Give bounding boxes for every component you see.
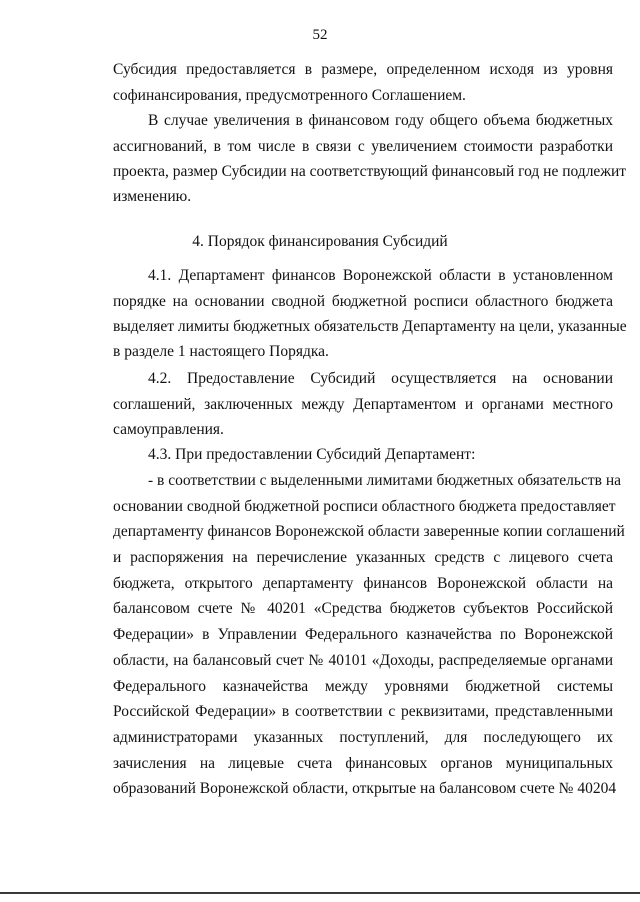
text-line-27: зачисления на лицевые счета финансовых органов муниципальных [113, 755, 613, 772]
text-line-1: Субсидия предоставляется в размере, определенном исходя из уровня [113, 61, 613, 78]
text-line-16: - в соответствии с выделенными лимитами бюджетных обязательств на [148, 472, 622, 489]
text-line-8: 4.1. Департамент финансов Воронежской области в установленном [148, 267, 613, 284]
text-line-28: образований Воронежской области, открытые на балансовом счете № 40204 [113, 780, 617, 797]
text-line-23: области, на балансовый счет № 40101 «Доходы, распределяемые органами [113, 652, 613, 669]
text-line-12: 4.2. Предоставление Субсидий осуществляется на основании [148, 370, 613, 387]
scan-bottom-edge [0, 892, 640, 894]
text-line-22: Федерации» в Управлении Федерального казначейства по Воронежской [113, 626, 613, 643]
text-line-13: соглашений, заключенных между Департаментом и органами местного [113, 396, 613, 413]
text-line-24: Федерального казначейства между уровнями бюджетной системы [113, 678, 613, 695]
text-line-14: самоуправления. [113, 421, 224, 438]
text-line-3: В случае увеличения в финансовом году общего объема бюджетных [148, 112, 613, 129]
text-line-25: Российской Федерации» в соответствии с реквизитами, представленными [113, 703, 613, 720]
text-line-20: бюджета, открытого департаменту финансов Воронежской области на [113, 575, 613, 592]
text-line-4: ассигнований, в том числе в связи с увеличением стоимости разработки [113, 138, 613, 155]
text-line-26: администраторами указанных поступлений, для последующего их [113, 729, 613, 746]
text-line-2: софинансирования, предусмотренного Соглашением. [113, 87, 466, 104]
text-line-17: основании сводной бюджетной росписи областного бюджета предоставляет [113, 498, 616, 515]
text-line-11: в разделе 1 настоящего Порядка. [113, 343, 329, 360]
text-line-18: департаменту финансов Воронежской области заверенные копии соглашений [113, 523, 625, 540]
text-line-15: 4.3. При предоставлении Субсидий Департамент: [148, 446, 476, 463]
text-line-5: проекта, размер Субсидии на соответствующий финансовый год не подлежит [113, 163, 627, 180]
page-number: 52 [312, 27, 328, 43]
text-line-19: и распоряжения на перечисление указанных средств с лицевого счета [113, 549, 613, 566]
section-heading: 4. Порядок финансирования Субсидий [192, 233, 448, 250]
text-line-9: порядке на основании сводной бюджетной росписи областного бюджета [113, 293, 613, 310]
text-line-21: балансовом счете № 40201 «Средства бюджетов субъектов Российской [113, 600, 613, 617]
text-line-10: выделяет лимиты бюджетных обязательств Департаменту на цели, указанные [113, 318, 627, 335]
text-line-6: изменению. [113, 188, 192, 205]
